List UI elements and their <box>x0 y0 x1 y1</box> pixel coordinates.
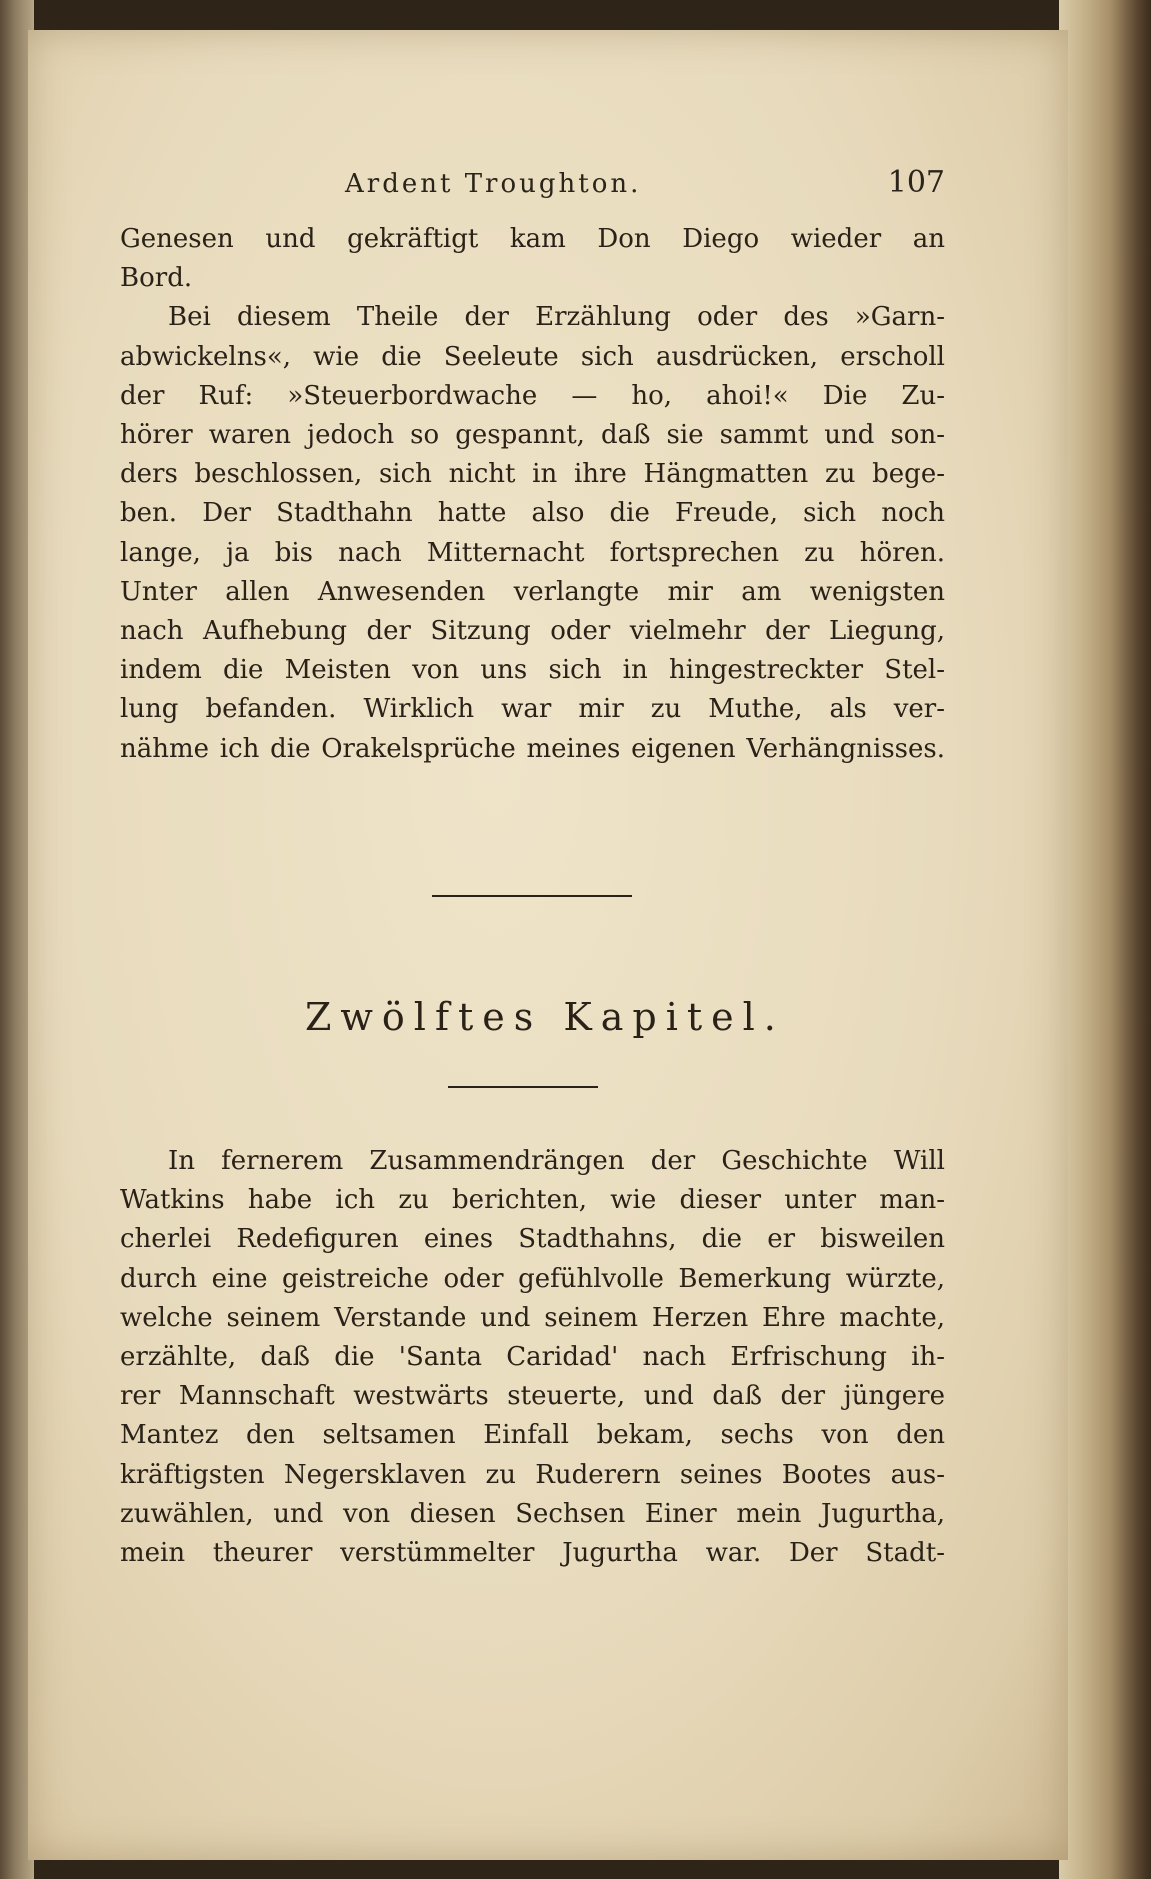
text-line: cherlei Redefiguren eines Stadthahns, die er bisweilen <box>120 1224 945 1255</box>
text-line: hörer waren jedoch so gespannt, daß sie sammt und son- <box>120 420 945 451</box>
text-line: In fernerem Zusammendrängen der Geschichte Will <box>168 1146 945 1176</box>
running-head <box>345 165 945 205</box>
text-line: nach Aufhebung der Sitzung oder vielmehr der Liegung, <box>120 616 945 647</box>
text-line: indem die Meisten von uns sich in hingestreckter Stel- <box>120 655 945 686</box>
text-line: lange, ja bis nach Mitternacht fortsprechen zu hören. <box>120 537 945 568</box>
text-line: mein theurer verstümmelter Jugurtha war. Der Stadt- <box>120 1538 945 1569</box>
paragraph-block-2 <box>120 1142 945 1573</box>
text-line: abwickelns«, wie die Seeleute sich ausdrücken, erscholl <box>120 341 945 372</box>
book-page-edges <box>1059 0 1151 1879</box>
text-line: der Ruf: »Steuerbordwache — ho, ahoi!« Die Zu- <box>120 380 945 411</box>
text-line: Bord. <box>120 263 193 294</box>
page-number: 107 <box>887 165 945 200</box>
text-line: ben. Der Stadthahn hatte also die Freude, sich noch <box>120 498 945 529</box>
text-line: ders beschlossen, sich nicht in ihre Hängmatten zu bege- <box>120 459 945 490</box>
divider-rule <box>432 895 632 897</box>
text-line: kräftigsten Negersklaven zu Ruderern seines Bootes aus- <box>120 1459 945 1490</box>
text-line: rer Mannschaft westwärts steuerte, und daß der jüngere <box>120 1381 945 1412</box>
text-line: nähme ich die Orakelsprüche meines eigenen Verhängnisses. <box>120 733 945 764</box>
text-line: Unter allen Anwesenden verlangte mir am wenigsten <box>120 576 945 607</box>
text-line: welche seinem Verstande und seinem Herzen Ehre machte, <box>120 1302 945 1333</box>
divider-rule <box>448 1086 598 1088</box>
text-line: Bei diesem Theile der Erzählung oder des »Garn- <box>168 302 945 333</box>
chapter-heading: Zwölftes Kapitel. <box>305 995 785 1039</box>
text-line: zuwählen, und von diesen Sechsen Einer mein Jugurtha, <box>120 1498 945 1529</box>
text-line: Mantez den seltsamen Einfall bekam, sechs von den <box>120 1420 945 1451</box>
paragraph-block-1 <box>120 220 945 769</box>
text-line: lung befanden. Wirklich war mir zu Muthe, als ver- <box>120 694 945 725</box>
text-line: Genesen und gekräftigt kam Don Diego wieder an <box>120 224 945 254</box>
text-line: durch eine geistreiche oder gefühlvolle Bemerkung würzte, <box>120 1263 945 1294</box>
running-title: Ardent Troughton. <box>345 169 642 199</box>
text-line: erzählte, daß die 'Santa Caridad' nach Erfrischung ih- <box>120 1342 945 1373</box>
text-line: Watkins habe ich zu berichten, wie dieser unter man- <box>120 1185 945 1216</box>
